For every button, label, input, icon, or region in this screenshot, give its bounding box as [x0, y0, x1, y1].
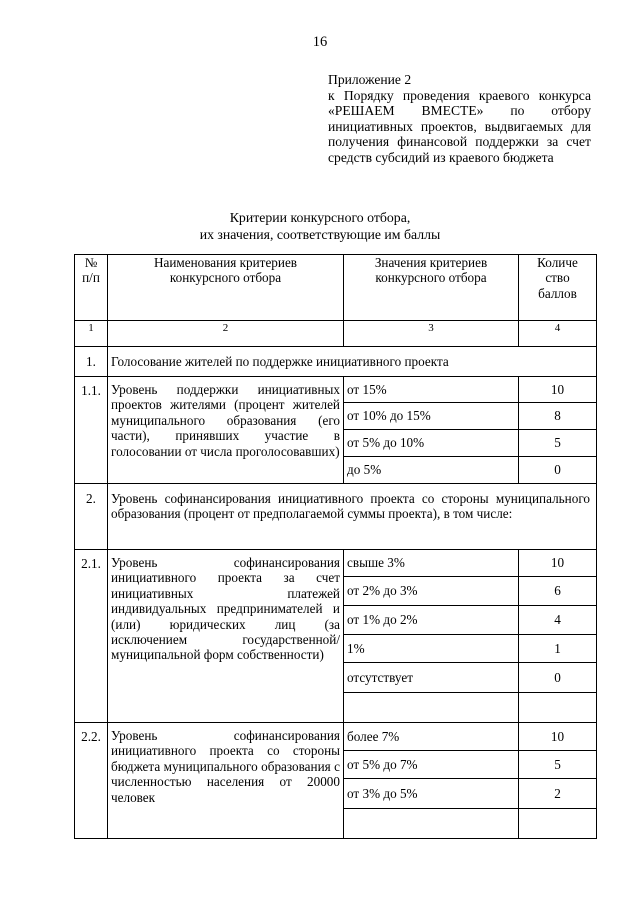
section-number: 2. [75, 484, 108, 550]
criterion-row [75, 723, 597, 751]
header-points: Количе ство баллов [519, 255, 597, 321]
title-line-1: Критерии конкурсного отбора, [229, 210, 411, 225]
criterion-points: 10 [519, 550, 597, 577]
criterion-points: 0 [519, 457, 597, 484]
header-row [75, 255, 597, 321]
criterion-value: от 5% до 10% [344, 430, 519, 457]
criterion-row [75, 377, 597, 403]
column-index: 2 [108, 321, 344, 347]
criterion-points: 5 [519, 430, 597, 457]
appendix-label: Приложение 2 [328, 72, 412, 87]
section-title: Уровень софинансирования инициативного проекта со стороны муниципального образования (процент от предполагаемой суммы проекта), в том числе: [108, 484, 597, 550]
criterion-points: 10 [519, 723, 597, 751]
appendix-text: к Порядку проведения краевого конкурса «РЕШАЕМ ВМЕСТЕ» по отбору инициативных проектов, выдвигаемых для получения финансовой поддержки за счет средств субсидий из краевого бюджета [328, 87, 591, 165]
header-values: Значения критериев конкурсного отбора [344, 255, 519, 321]
criterion-number: 2.1. [75, 550, 108, 723]
criterion-value: 1% [344, 635, 519, 663]
document-title [0, 210, 640, 243]
criterion-number: 2.2. [75, 723, 108, 839]
criterion-value: от 15% [344, 377, 519, 403]
criterion-points: 0 [519, 663, 597, 693]
criterion-number: 1.1. [75, 377, 108, 484]
criterion-points: 4 [519, 606, 597, 635]
criterion-row [75, 550, 597, 577]
criterion-value: от 10% до 15% [344, 403, 519, 430]
criterion-name: Уровень поддержки инициативных проектов жителями (процент жителей муниципального образования (его части), принявших участие в голосовании от числа проголосовавших) [108, 377, 344, 484]
criterion-points: 8 [519, 403, 597, 430]
empty-cell [519, 693, 597, 723]
empty-cell [519, 809, 597, 839]
criterion-name: Уровень софинансирования инициативного проекта за счет инициативных платежей индивидуальных предпринимателей и (или) юридических лиц (за исключением государственной/муниципальной форм собственности) [108, 550, 344, 723]
criterion-points: 2 [519, 779, 597, 809]
column-index: 3 [344, 321, 519, 347]
criterion-value: более 7% [344, 723, 519, 751]
criterion-value: от 3% до 5% [344, 779, 519, 809]
section-number: 1. [75, 347, 108, 377]
empty-cell [344, 693, 519, 723]
appendix-block [328, 72, 591, 166]
column-index-row [75, 321, 597, 347]
header-num: № п/п [75, 255, 108, 321]
criterion-points: 6 [519, 577, 597, 606]
criterion-value: отсутствует [344, 663, 519, 693]
criterion-value: от 2% до 3% [344, 577, 519, 606]
section-row [75, 484, 597, 550]
criterion-points: 10 [519, 377, 597, 403]
criterion-value: до 5% [344, 457, 519, 484]
criterion-points: 1 [519, 635, 597, 663]
criterion-name: Уровень софинансирования инициативного проекта со стороны бюджета муниципального образования с численностью населения от 20000 человек [108, 723, 344, 839]
criterion-value: свыше 3% [344, 550, 519, 577]
header-name: Наименования критериев конкурсного отбора [108, 255, 344, 321]
section-row [75, 347, 597, 377]
column-index: 1 [75, 321, 108, 347]
criteria-table [74, 254, 597, 839]
criterion-points: 5 [519, 751, 597, 779]
criterion-value: от 1% до 2% [344, 606, 519, 635]
column-index: 4 [519, 321, 597, 347]
section-title: Голосование жителей по поддержке инициативного проекта [108, 347, 597, 377]
criterion-value: от 5% до 7% [344, 751, 519, 779]
page-number: 16 [312, 34, 328, 50]
empty-cell [344, 809, 519, 839]
title-line-2: их значения, соответствующие им баллы [199, 226, 441, 242]
